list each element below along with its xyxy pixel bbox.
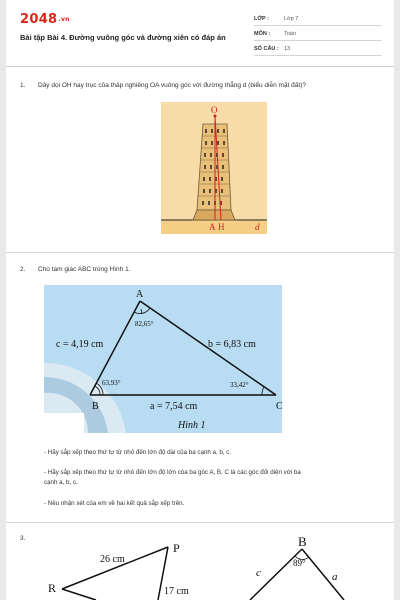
line-d-label: d [255, 222, 260, 232]
page-title: Bài tập Bài 4. Đường vuông góc và đường xiên có đáp án [20, 33, 226, 42]
meta-subject: MÔN : Toán [254, 29, 382, 41]
meta-class: LỚP : Lớp 7 [254, 14, 382, 26]
document-page [6, 0, 394, 600]
question-item: cạnh a, b, c. [44, 479, 78, 486]
vertex-A-label: A [136, 289, 144, 300]
meta-question-count: SỐ CÂU : 13 [254, 44, 382, 56]
question-text: Dây dọi OH hay trục của tháp nghiêng OA vuông góc với đường thẳng d (biểu diễn mặt đất)? [38, 82, 306, 89]
vertex-C-label: C [276, 401, 283, 412]
point-A-label: A [209, 222, 216, 232]
point-O-label: O [211, 105, 218, 115]
side-c-label: c [256, 567, 261, 579]
site-logo[interactable]: 2048.vn [20, 12, 70, 27]
figure-caption: Hình 1 [178, 420, 206, 431]
side-RP-label: 26 cm [100, 554, 125, 565]
vertex-P-label: P [173, 541, 180, 555]
angle-A-label: 82,65° [135, 320, 154, 328]
question-number: 2. [20, 266, 26, 273]
side-b-label: b = 6,83 cm [208, 339, 256, 350]
vertex-B-label: B [92, 401, 99, 412]
angle-B-label: 89° [293, 558, 306, 568]
side-a-label: a [332, 571, 338, 583]
triangle-abc-figure [44, 285, 282, 433]
question-number: 3. [20, 535, 26, 542]
side-c-label: c = 4,19 cm [56, 339, 104, 350]
angle-C-label: 33,42° [230, 381, 249, 389]
question-text: Cho tam giác ABC trong Hình 1. [38, 266, 131, 273]
question-item: - Nêu nhận xét của em về hai kết quả sắp xếp trên. [44, 500, 185, 507]
document-header [6, 0, 394, 67]
vertex-R-label: R [48, 581, 57, 595]
angle-B-label: 63,93° [102, 379, 121, 387]
side-a-label: a = 7,54 cm [150, 401, 198, 412]
side-PQ-label: 17 cm [164, 586, 189, 597]
question-number: 1. [20, 82, 26, 89]
question-divider [6, 252, 394, 253]
question-item: - Hãy sắp xếp theo thứ tự từ nhỏ đến lớn độ dài của ba cạnh a, b, c. [44, 449, 232, 456]
question-3-figure [36, 532, 366, 600]
question-item: - Hãy sắp xếp theo thứ tự từ nhỏ đến lớn độ lớn của ba góc A, B, C là các góc đối diện với ba [44, 469, 301, 476]
vertex-B-label: B [298, 534, 307, 549]
point-H-label: H [218, 222, 225, 232]
leaning-tower-figure [161, 102, 267, 234]
question-divider [6, 522, 394, 523]
